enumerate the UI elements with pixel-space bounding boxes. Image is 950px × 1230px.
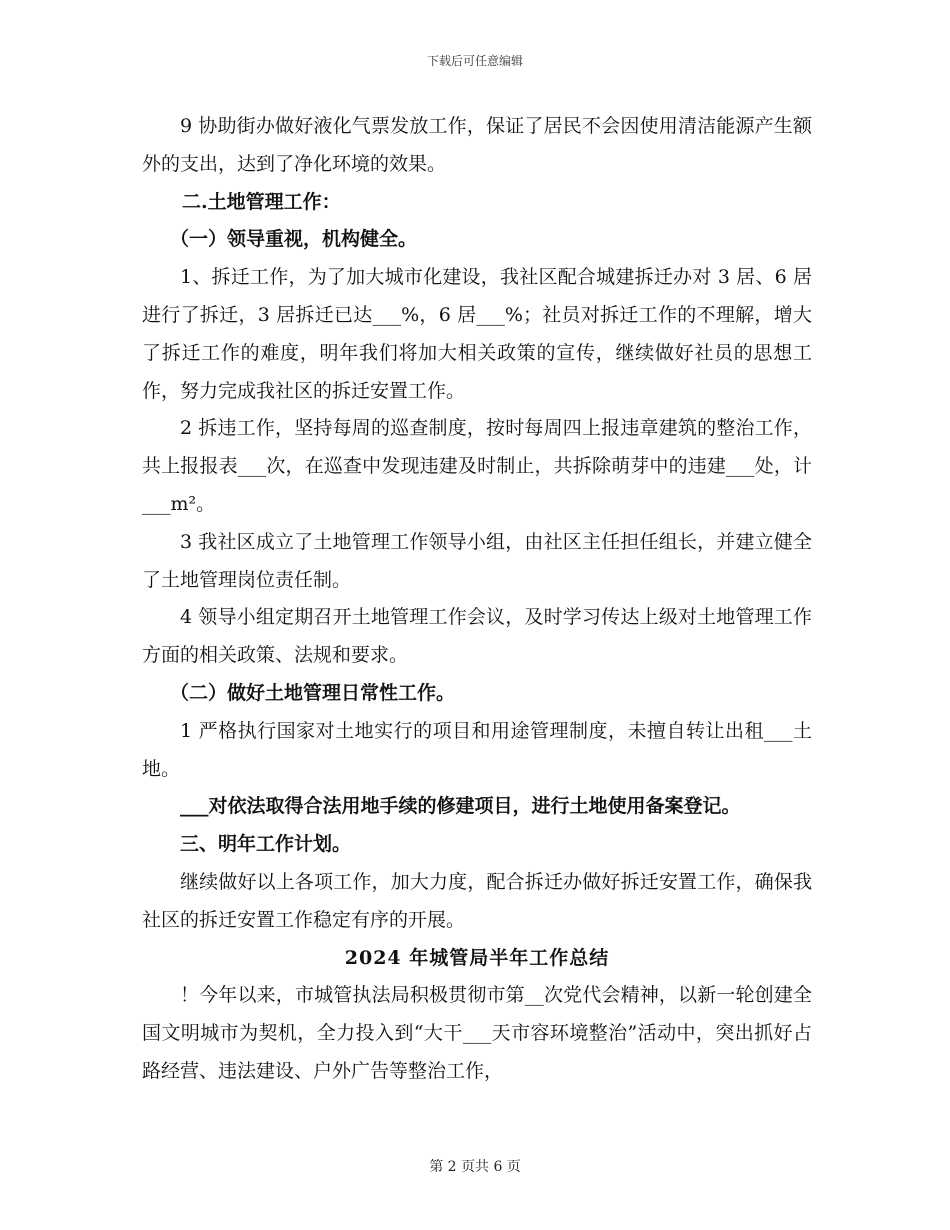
paragraph-meetings: 4 领导小组定期召开土地管理工作会议，及时学习传达上级对土地管理工作方面的相关政策、法规和要求。	[142, 606, 812, 667]
paragraph-summary-intro: ！今年以来，市城管执法局积极贯彻市第__次党代会精神，以新一轮创建全国文明城市为契机，全力投入到“大干___天市容环境整治”活动中，突出抓好占路经营、违法建设、户外广告等整治工作，	[142, 984, 812, 1082]
paragraph-next-year-plan: 继续做好以上各项工作，加大力度，配合拆迁办做好拆迁安置工作，确保我社区的拆迁安置工作稳定有序的开展。	[142, 870, 812, 931]
subheading-leadership: （一）领导重视，机构健全。	[170, 228, 418, 251]
paragraph-land-use-control: 1 严格执行国家对土地实行的项目和用途管理制度，未擅自转让出租___土地。	[142, 719, 812, 780]
page-header: 下载后可任意编辑	[426, 54, 523, 68]
document-title: 2024 年城管局半年工作总结	[344, 946, 610, 969]
paragraph-demolition: 1、拆迁工作，为了加大城市化建设，我社区配合城建拆迁办对 3 居、6 居进行了拆迁，3 居拆迁已达___%，6 居___%；社员对拆迁工作的不理解，增大了拆迁工作的难度，明年我们将加大相关政策的宣传，继续做好社员的思想工作，努力完成我社区的拆迁安置工作。	[142, 266, 812, 402]
paragraph-leading-group: 3 我社区成立了土地管理工作领导小组，由社区主任担任组长，并建立健全了土地管理岗位责任制。	[142, 530, 812, 591]
paragraph-lpg-tickets: 9 协助街办做好液化气票发放工作，保证了居民不会因使用清洁能源产生额外的支出，达到了净化环境的效果。	[142, 115, 812, 175]
page-footer: 第 2 页共 6 页	[429, 1159, 521, 1175]
paragraph-illegal-buildings: 2 拆违工作，坚持每周的巡查制度，按时每周四上报违章建筑的整治工作，共上报报表___次，在巡查中发现违建及时制止，共拆除萌芽中的违建___处，计___m²。	[142, 417, 812, 515]
document-body	[142, 108, 812, 1091]
section-heading-land-management: 二.土地管理工作：	[182, 190, 341, 213]
section-heading-next-year: 三、明年工作计划。	[180, 833, 352, 856]
subheading-daily-work: （二）做好土地管理日常性工作。	[170, 681, 456, 704]
paragraph-registration: ___对依法取得合法用地手续的修建项目，进行土地使用备案登记。	[180, 795, 741, 818]
